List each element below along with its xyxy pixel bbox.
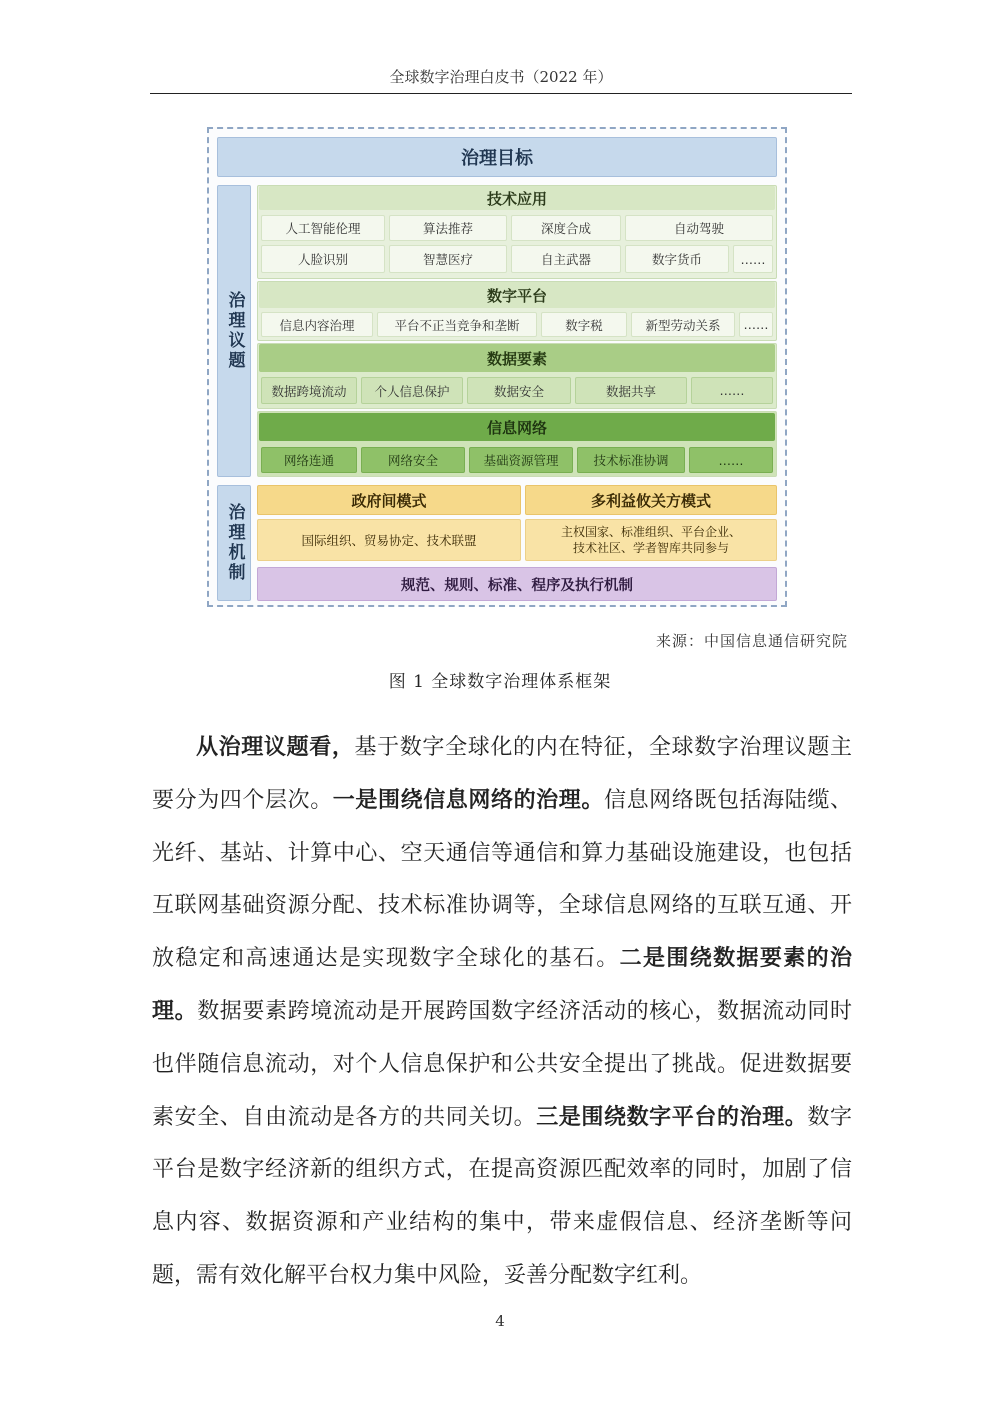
network-item: 网络安全 — [361, 447, 465, 473]
tech-item: 人脸识别 — [261, 245, 385, 273]
platform-title: 数字平台 — [259, 282, 775, 308]
tech-item: 数字货币 — [625, 245, 729, 273]
governance-mechanism-label: 治理机制 — [217, 485, 251, 601]
sentence: 信息网络既包括海陆缆、光纤、基站、计算中心、空天通信等通信和算力基础设施建设，也包括互联网基础资源分配、技术标准协调等，全球信息网络的互联互通、开放稳定和高速通达是实现数字全球化的基石。 — [152, 787, 852, 972]
multistakeholder-detail-line: 技术社区、学者智库共同参与 — [572, 541, 729, 555]
platform-item: 新型劳动关系 — [631, 312, 735, 337]
network-item: 网络连通 — [261, 447, 357, 473]
tech-item: …… — [733, 245, 773, 273]
running-header: 全球数字治理白皮书（2022 年） — [389, 68, 613, 86]
intergovernmental-mode-detail: 国际组织、贸易协定、技术联盟 — [257, 519, 521, 561]
network-item: 基础资源管理 — [469, 447, 573, 473]
norms-rules-bar: 规范、规则、标准、程序及执行机制 — [257, 567, 777, 601]
body-text — [152, 722, 852, 1303]
data-item: 数据跨境流动 — [261, 377, 357, 404]
data-item: 数据安全 — [467, 377, 571, 404]
multistakeholder-detail-line: 主权国家、标准组织、平台企业、 — [560, 525, 741, 539]
network-title: 信息网络 — [259, 413, 775, 441]
bold-lead: 从治理议题看， — [196, 735, 355, 760]
figure-caption: 图 1 全球数字治理体系框架 — [388, 672, 612, 692]
figure-source: 来源：中国信息通信研究院 — [655, 632, 848, 650]
sentence: 基于数字全球化的内在特征，全球数字治理议题主要分为四个层次。 — [152, 735, 852, 813]
page-number: 4 — [495, 1312, 505, 1330]
tech-item: 深度合成 — [511, 215, 621, 241]
data-item: …… — [691, 377, 773, 404]
sentence: 数字平台是数字经济新的组织方式，在提高资源匹配效率的同时，加剧了信息内容、数据资源和产业结构的集中，带来虚假信息、经济垄断等问题，需有效化解平台权力集中风险，妥善分配数字红利。 — [152, 1104, 852, 1288]
tech-title: 技术应用 — [259, 186, 775, 210]
tech-item: 自动驾驶 — [625, 215, 773, 241]
intergovernmental-mode-title: 政府间模式 — [257, 485, 521, 515]
tech-item: 算法推荐 — [389, 215, 507, 241]
tech-item: 自主武器 — [511, 245, 621, 273]
header-rule — [150, 93, 852, 94]
data-title: 数据要素 — [259, 344, 775, 372]
platform-item: 信息内容治理 — [261, 312, 373, 337]
data-item: 个人信息保护 — [361, 377, 463, 404]
paragraph — [152, 722, 852, 1303]
bold-lead: 三是围绕数字平台的治理。 — [536, 1104, 808, 1130]
governance-goal: 治理目标 — [217, 137, 777, 177]
multistakeholder-mode-title: 多利益攸关方模式 — [525, 485, 777, 515]
data-item: 数据共享 — [575, 377, 687, 404]
network-item: …… — [689, 447, 773, 473]
platform-item: 数字税 — [541, 312, 627, 337]
multistakeholder-mode-detail — [525, 519, 777, 561]
tech-item: 智慧医疗 — [389, 245, 507, 273]
governance-topics-label: 治理议题 — [217, 185, 251, 477]
framework-figure — [207, 127, 787, 607]
bold-lead: 二是围绕数据要素的治理。 — [152, 946, 852, 1024]
platform-item: 平台不正当竞争和垄断 — [377, 312, 537, 337]
network-item: 技术标准协调 — [577, 447, 685, 473]
sentence: 数据要素跨境流动是开展跨国数字经济活动的核心，数据流动同时也伴随信息流动，对个人信息保护和公共安全提出了挑战。促进数据要素安全、自由流动是各方的共同关切。 — [152, 998, 852, 1130]
tech-item: 人工智能伦理 — [261, 215, 385, 241]
platform-item: …… — [739, 312, 773, 337]
bold-lead: 一是围绕信息网络的治理。 — [332, 787, 604, 813]
